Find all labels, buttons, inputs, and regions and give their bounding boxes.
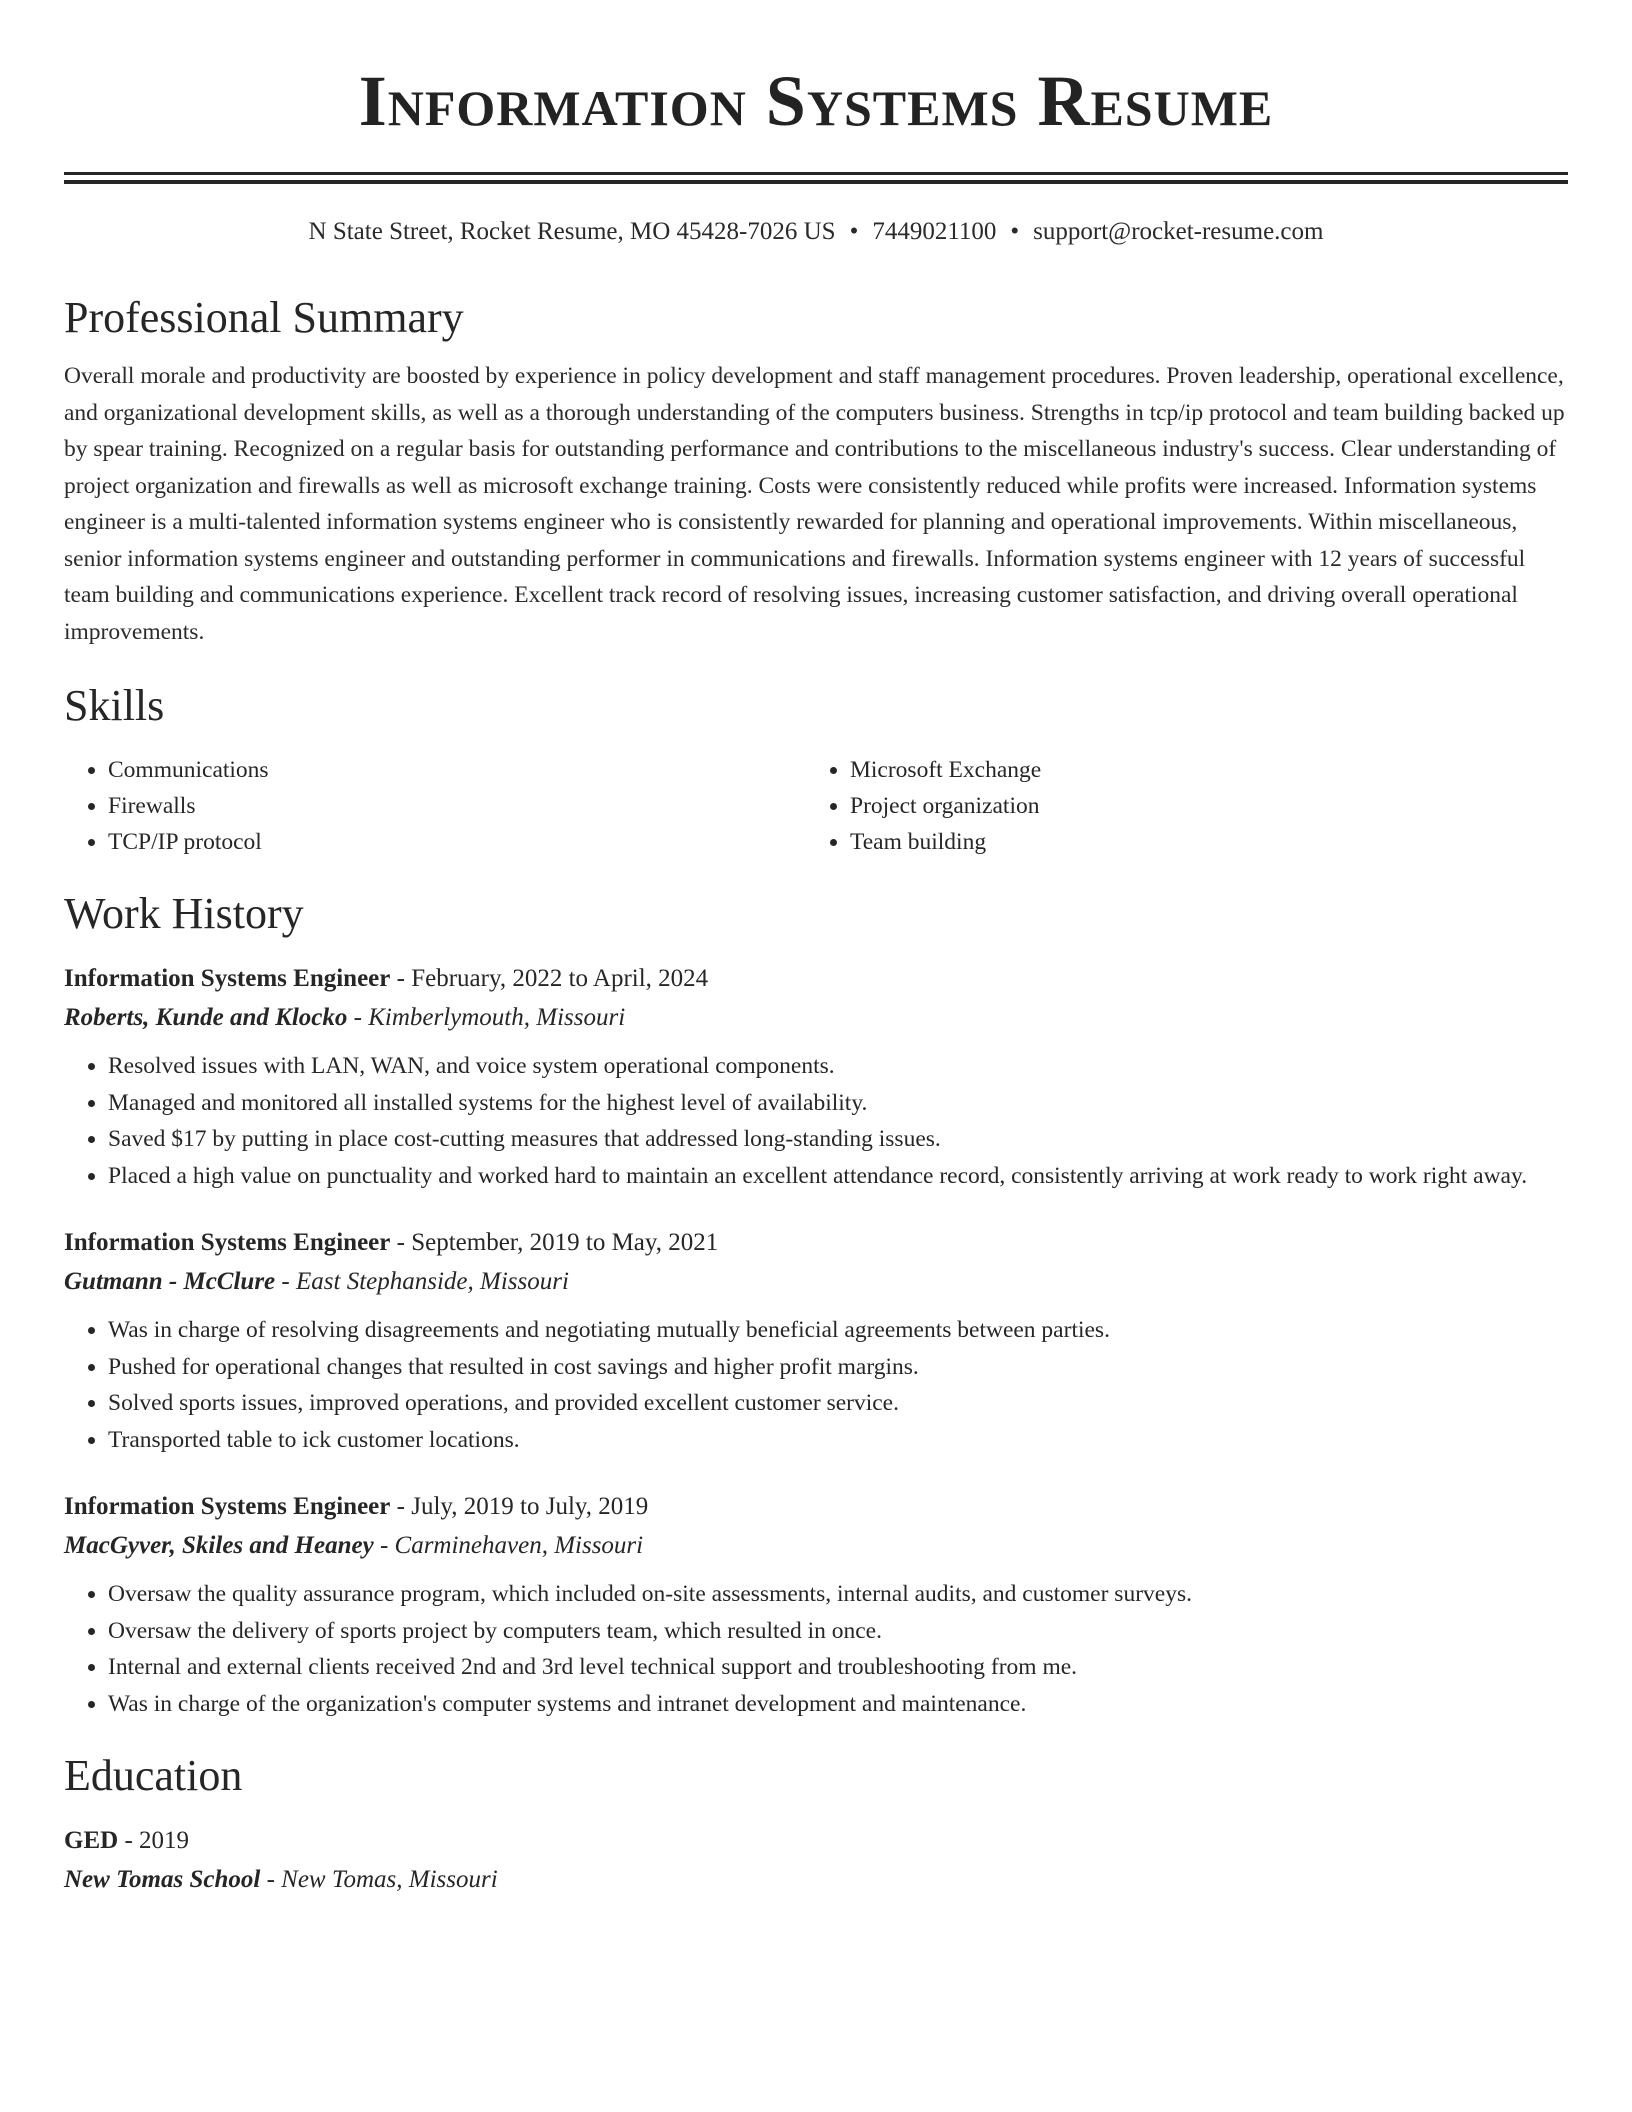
job-dates: September, 2019 to May, 2021 <box>411 1229 719 1256</box>
contact-separator: • <box>849 218 859 245</box>
job-entry <box>64 1224 1568 1458</box>
contact-email: support@rocket-resume.com <box>1033 218 1324 245</box>
title-divider <box>64 172 1568 184</box>
education-heading: Education <box>64 1751 243 1800</box>
job-company: MacGyver, Skiles and Heaney <box>64 1532 374 1559</box>
job-dates: February, 2022 to April, 2024 <box>411 965 709 992</box>
skills-column-left <box>64 752 806 860</box>
job-entry <box>64 1488 1568 1722</box>
skill-item: • Communications <box>108 752 806 788</box>
job-dates: July, 2019 to July, 2019 <box>411 1493 649 1520</box>
job-title: Information Systems Engineer <box>64 1229 391 1256</box>
job-bullet: • Managed and monitored all installed systems for the highest level of availability. <box>108 1085 1568 1122</box>
summary-heading: Professional Summary <box>64 293 464 342</box>
job-bullet: • Oversaw the quality assurance program, which included on-site assessments, internal audits, and customer surveys. <box>108 1576 1568 1613</box>
job-title: Information Systems Engineer <box>64 965 391 992</box>
skill-item: • Project organization <box>850 788 1548 824</box>
job-bullet: • Placed a high value on punctuality and worked hard to maintain an excellent attendance record, consistently arriving at work ready to work right away. <box>108 1158 1568 1195</box>
work-history-heading: Work History <box>64 889 304 938</box>
education-degree: GED <box>64 1827 119 1854</box>
contact-line <box>64 214 1568 250</box>
job-dash: - <box>390 1229 412 1256</box>
job-dash: - <box>275 1268 296 1295</box>
job-bullet: • Was in charge of the organization's computer systems and intranet development and maintenance. <box>108 1686 1568 1723</box>
job-bullet: • Resolved issues with LAN, WAN, and voice system operational components. <box>108 1048 1568 1085</box>
job-bullet: • Oversaw the delivery of sports project by computers team, which resulted in once. <box>108 1613 1568 1650</box>
job-entry <box>64 960 1568 1194</box>
job-location: Kimberlymouth, Missouri <box>368 1004 626 1031</box>
job-dash: - <box>390 965 412 992</box>
job-heading <box>64 960 1568 998</box>
skills-heading: Skills <box>64 681 165 730</box>
job-bullet: • Was in charge of resolving disagreements and negotiating mutually beneficial agreements between parties. <box>108 1312 1568 1349</box>
job-dash: - <box>390 1493 412 1520</box>
contact-address: N State Street, Rocket Resume, MO 45428-7026 US <box>308 218 836 245</box>
job-location: East Stephanside, Missouri <box>296 1268 569 1295</box>
job-bullet: • Solved sports issues, improved operations, and provided excellent customer service. <box>108 1385 1568 1422</box>
job-bullet: • Pushed for operational changes that resulted in cost savings and higher profit margins. <box>108 1349 1568 1386</box>
summary-text: Overall morale and productivity are boosted by experience in policy development and staff management procedures. Proven leadership, operational excellence, and organizational development skills, as well as a thorough understanding of the computers business. Strengths in tcp/ip protocol and team building backed up by spear training. Recognized on a regular basis for outstanding performance and contributions to the miscellaneous industry's success. Clear understanding of project organization and firewalls as well as microsoft exchange training. Costs were consistently reduced while profits were increased. Information systems engineer is a multi-talented information systems engineer who is consistently rewarded for planning and operational improvements. Within miscellaneous, senior information systems engineer and outstanding performer in communications and firewalls. Information systems engineer with 12 years of successful team building and communications experience. Excellent track record of resolving issues, increasing customer satisfaction, and driving overall operational improvements. <box>64 363 1565 645</box>
resume-title: Information Systems Resume <box>358 61 1274 141</box>
education-location: New Tomas, Missouri <box>281 1866 498 1893</box>
contact-phone: 7449021100 <box>872 218 997 245</box>
contact-separator: • <box>1010 218 1020 245</box>
education-school: New Tomas School <box>64 1866 261 1893</box>
skill-item: • Microsoft Exchange <box>850 752 1548 788</box>
job-dash: - <box>373 1532 395 1559</box>
job-bullet: • Internal and external clients received 2nd and 3rd level technical support and troubleshooting from me. <box>108 1649 1568 1686</box>
job-company-line <box>64 998 1568 1038</box>
education-dash: - <box>118 1827 140 1854</box>
skills-list <box>64 752 1568 860</box>
skill-item: • Firewalls <box>108 788 806 824</box>
job-title: Information Systems Engineer <box>64 1493 391 1520</box>
skills-column-right <box>806 752 1548 860</box>
skill-item: • Team building <box>850 824 1548 860</box>
education-entry <box>64 1822 1568 1900</box>
job-heading <box>64 1488 1568 1526</box>
education-year: 2019 <box>139 1827 190 1854</box>
job-bullets <box>64 1312 1568 1458</box>
job-bullet: • Transported table to ick customer locations. <box>108 1422 1568 1459</box>
job-bullets <box>64 1048 1568 1194</box>
job-company: Gutmann - McClure <box>64 1268 276 1295</box>
job-heading <box>64 1224 1568 1262</box>
education-degree-line <box>64 1822 1568 1860</box>
education-dash: - <box>260 1866 282 1893</box>
job-company-line <box>64 1262 1568 1302</box>
job-company: Roberts, Kunde and Klocko <box>64 1004 348 1031</box>
job-dash: - <box>347 1004 369 1031</box>
education-school-line <box>64 1860 1568 1900</box>
skill-item: • TCP/IP protocol <box>108 824 806 860</box>
job-bullets <box>64 1576 1568 1722</box>
job-location: Carminehaven, Missouri <box>394 1532 644 1559</box>
job-bullet: • Saved $17 by putting in place cost-cutting measures that addressed long-standing issues. <box>108 1121 1568 1158</box>
job-company-line <box>64 1526 1568 1566</box>
